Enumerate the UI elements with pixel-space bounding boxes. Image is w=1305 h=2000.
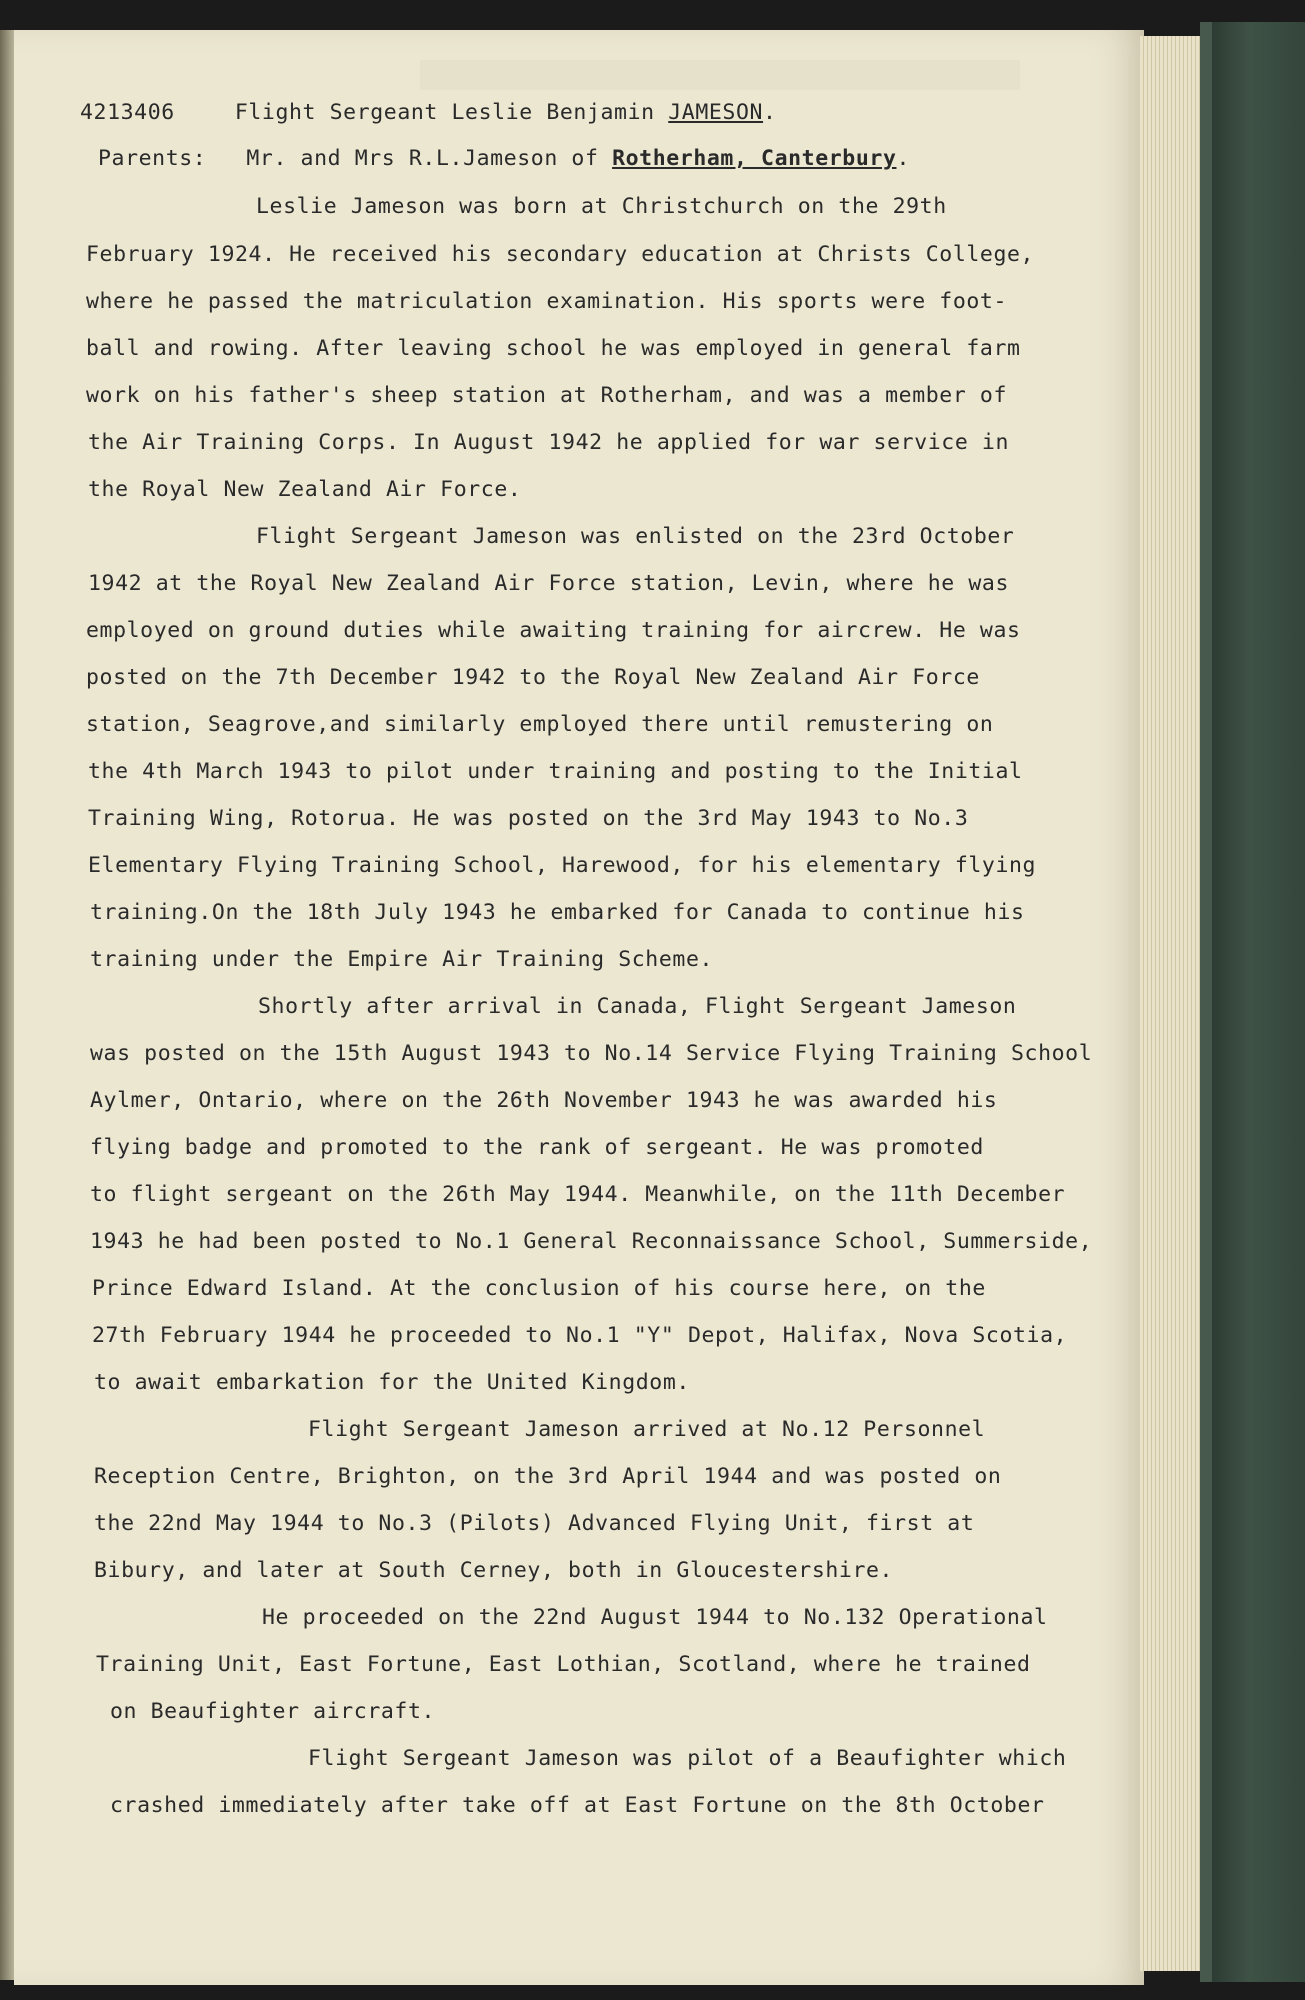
- body-line: Elementary Flying Training School, Harewood, for his elementary flying: [88, 853, 1037, 878]
- body-line: training under the Empire Air Training Scheme.: [90, 947, 714, 972]
- body-line: posted on the 7th December 1942 to the Royal New Zealand Air Force: [86, 665, 980, 690]
- parents-place-suffix: .: [896, 146, 911, 171]
- show-through-smudge: [420, 60, 1020, 90]
- parents-place: Rotherham, Canterbury: [612, 146, 897, 171]
- body-line: where he passed the matriculation examination. His sports were foot-: [86, 289, 1007, 314]
- service-number: 4213406: [80, 100, 175, 125]
- body-line: Flight Sergeant Jameson arrived at No.12 Personnel: [308, 1417, 986, 1442]
- body-line: the Air Training Corps. In August 1942 he applied for war service in: [88, 430, 1009, 455]
- body-line: Aylmer, Ontario, where on the 26th November 1943 he was awarded his: [90, 1088, 998, 1113]
- body-line: Bibury, and later at South Cerney, both in Gloucestershire.: [94, 1558, 894, 1583]
- body-line: Reception Centre, Brighton, on the 3rd April 1944 and was posted on: [94, 1464, 1002, 1489]
- surname-suffix: .: [763, 100, 777, 125]
- body-line: to flight sergeant on the 26th May 1944. Meanwhile, on the 11th December: [90, 1182, 1066, 1207]
- body-line: 1943 he had been posted to No.1 General Reconnaissance School, Summerside,: [90, 1229, 1093, 1254]
- body-line: ball and rowing. After leaving school he was employed in general farm: [86, 336, 1021, 361]
- body-line: Training Unit, East Fortune, East Lothian, Scotland, where he trained: [96, 1652, 1031, 1677]
- book-binding: [1212, 22, 1305, 1982]
- body-line: 27th February 1944 he proceeded to No.1 "Y" Depot, Halifax, Nova Scotia,: [92, 1323, 1068, 1348]
- header-line-name: [80, 100, 777, 125]
- header-line-parents: [98, 146, 910, 171]
- body-line: 1942 at the Royal New Zealand Air Force station, Levin, where he was: [88, 571, 1009, 596]
- body-line: was posted on the 15th August 1943 to No.14 Service Flying Training School: [90, 1041, 1093, 1066]
- body-line: on Beaufighter aircraft.: [110, 1699, 436, 1724]
- body-line: Shortly after arrival in Canada, Flight Sergeant Jameson: [258, 994, 1017, 1019]
- body-line: Training Wing, Rotorua. He was posted on the 3rd May 1943 to No.3: [88, 806, 969, 831]
- body-line: the 4th March 1943 to pilot under training and posting to the Initial: [88, 759, 1023, 784]
- body-line: the 22nd May 1944 to No.3 (Pilots) Advanced Flying Unit, first at: [94, 1511, 975, 1536]
- body-line: February 1924. He received his secondary education at Christs College,: [86, 242, 1035, 267]
- body-line: work on his father's sheep station at Rotherham, and was a member of: [86, 383, 1007, 408]
- body-line: flying badge and promoted to the rank of sergeant. He was promoted: [90, 1135, 984, 1160]
- body-line: the Royal New Zealand Air Force.: [88, 477, 522, 502]
- body-line: He proceeded on the 22nd August 1944 to No.132 Operational: [262, 1605, 1048, 1630]
- body-line: Flight Sergeant Jameson was pilot of a Beaufighter which: [308, 1746, 1067, 1771]
- body-line: to await embarkation for the United Kingdom.: [94, 1370, 690, 1395]
- body-line: Prince Edward Island. At the conclusion of his course here, on the: [92, 1276, 986, 1301]
- body-line: Leslie Jameson was born at Christchurch on the 29th: [256, 194, 947, 219]
- body-line: Flight Sergeant Jameson was enlisted on the 23rd October: [256, 524, 1015, 549]
- rank-name: Flight Sergeant Leslie Benjamin: [234, 100, 655, 125]
- parents-label: Parents:: [98, 146, 207, 171]
- body-line: station, Seagrove,and similarly employed there until remustering on: [86, 712, 994, 737]
- body-line: crashed immediately after take off at East Fortune on the 8th October: [110, 1793, 1045, 1818]
- body-line: training.On the 18th July 1943 he embarked for Canada to continue his: [90, 900, 1025, 925]
- page-left-edge: [0, 30, 14, 1980]
- body-line: employed on ground duties while awaiting training for aircrew. He was: [86, 618, 1021, 643]
- parents-names: Mr. and Mrs R.L.Jameson of: [246, 146, 599, 171]
- surname: JAMESON: [668, 100, 764, 125]
